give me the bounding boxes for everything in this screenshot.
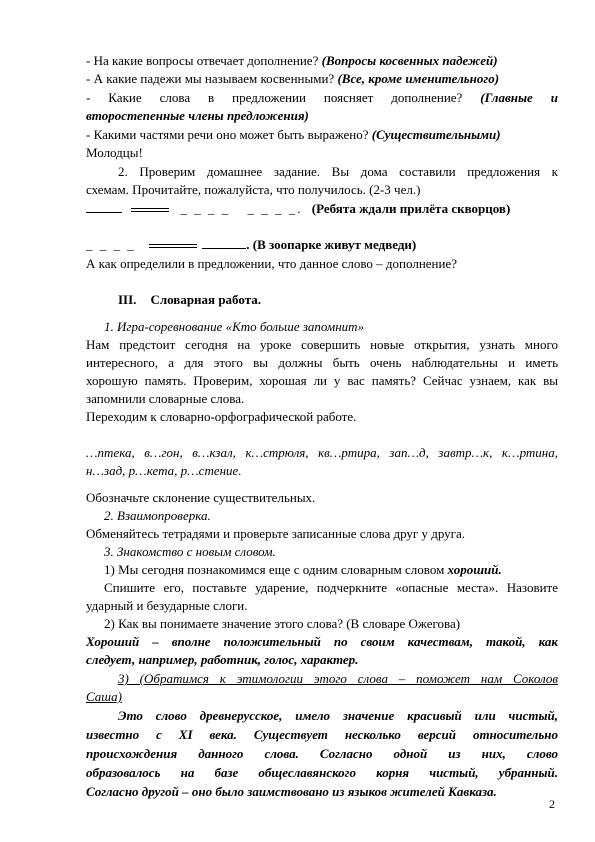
new-word-title: 3. Знакомство с новым словом. <box>104 544 276 559</box>
ortho-instruction: Переходим к словарно-орфографической работе. <box>86 409 357 424</box>
new-word-line-2: Спишите его, поставьте ударение, подчеркните «опасные места». Назовите <box>104 580 558 595</box>
declension-instruction: Обозначьте склонение существительных. <box>86 490 316 505</box>
game-paragraph-line-1: Нам предстоит сегодня на уроке совершить новые открытия, узнать много <box>86 337 558 352</box>
homework-line-2: схемам. Прочитайте, пожалуйста, что получилось. (2-3 чел.) <box>86 182 421 197</box>
etymology-line-5: Согласно другой – оно было заимствовано из языков жителей Кавказа. <box>86 784 497 799</box>
game-paragraph-line-4: запомнили словарные слова. <box>86 391 245 406</box>
praise-text: Молодцы! <box>86 145 143 160</box>
etymology-line-3: происхождения данного слова. Согласно одной из них, слово <box>86 746 558 761</box>
definition-line-1: Хороший – вполне положительный по своим качествам, такой, как <box>86 634 558 649</box>
new-word-line-1: 1) Мы сегодня познакомимся еще с одним словарным словом хороший. <box>104 562 502 577</box>
game-paragraph-line-3: хорошую память. Проверим, хорошая ли у вас память? Сейчас узнаем, как вы <box>86 373 558 388</box>
definition-line-2: следует, например, работник, голос, характер. <box>86 652 359 667</box>
etymology-line-1: Это слово древнерусское, имело значение красивый или чистый, <box>118 708 558 723</box>
scheme-line-2: _ _ _ _ . (В зоопарке живут медведи) <box>86 237 417 252</box>
page-number: 2 <box>549 797 555 811</box>
subject-blank <box>202 239 246 249</box>
new-word-line-4: 2) Как вы понимаете значение этого слова? (В словаре Ожегова) <box>104 616 461 631</box>
question-line-3: - Какие слова в предложении поясняет дополнение? (Главные и <box>86 90 558 105</box>
subject-blank <box>86 203 122 213</box>
mutual-check-text: Обменяйтесь тетрадями и проверьте записанные слова друг у друга. <box>86 526 466 541</box>
question-line-4: - Какими частями речи оно может быть выражено? (Существительными) <box>86 127 501 142</box>
predicate-mark <box>149 244 197 248</box>
etymology-heading-line-1: 3) (Обратимся к этимологии этого слова – поможет нам Соколов <box>118 671 558 686</box>
etymology-line-4: образовалось на базе общеславянского корня чистый, убранный. <box>86 765 558 780</box>
etymology-heading-line-2: Саша) <box>86 689 122 704</box>
game-paragraph-line-2: интересного, а для этого вы должны быть очень наблюдательны и иметь <box>86 355 558 370</box>
question-line-1: - На какие вопросы отвечает дополнение? (Вопросы косвенных падежей) <box>86 53 498 68</box>
dictionary-words-line-1: …птека, в…гон, в…кзал, к…стрюля, кв…ртира, зап…д, завтр…к, к…ртина, <box>86 445 558 460</box>
question-line-2: - А какие падежи мы называем косвенными? (Все, кроме именительного) <box>86 71 500 86</box>
question-line-3-cont: второстепенные члены предложения) <box>86 108 309 123</box>
etymology-line-2: известно с XI века. Существует несколько версий относительно <box>86 727 558 742</box>
game-title: 1. Игра-соревнование «Кто больше запомнит» <box>104 319 365 334</box>
homework-line-1: 2. Проверим домашнее задание. Вы дома составили предложения к <box>118 164 558 179</box>
define-question: А как определили в предложении, что данное слово – дополнение? <box>86 256 457 271</box>
dictionary-words-line-2: н…зад, р…кета, р…стение. <box>86 463 242 478</box>
predicate-mark <box>131 208 169 212</box>
mutual-check-title: 2. Взаимопроверка. <box>104 508 211 523</box>
section-heading: III. Словарная работа. <box>118 292 262 307</box>
scheme-line-1: _ _ _ _ _ _ _ _. (Ребята ждали прилёта скворцов) <box>86 201 558 217</box>
new-word-line-3: ударный и безударные слоги. <box>86 598 248 613</box>
